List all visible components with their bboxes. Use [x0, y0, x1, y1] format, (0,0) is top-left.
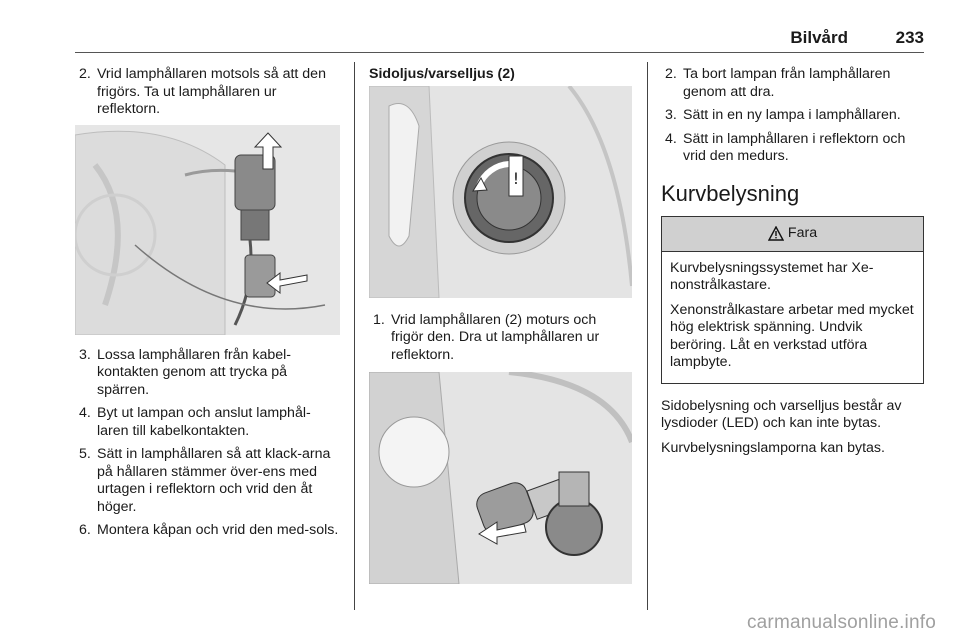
step-text: Ta bort lampan från lamphållaren genom att dra. — [683, 66, 891, 100]
step-text: Sätt in en ny lampa i lamphållaren. — [683, 107, 901, 123]
step-item — [661, 66, 924, 101]
warning-icon — [768, 226, 784, 241]
step-text: Byt ut lampan och anslut lamphål-laren till kabelkontakten. — [97, 405, 311, 439]
header-rule — [75, 52, 924, 53]
step-item — [75, 405, 340, 440]
bulb-holder-illustration — [75, 125, 340, 335]
column-1 — [75, 66, 340, 546]
body-paragraph: Kurvbelysningslamporna kan bytas. — [661, 439, 885, 456]
warning-paragraph: Xenonstrålkastare arbetar med mycket hög elektrisk spänning. Undvik beröring. Låt en verkstad utföra lampbyte. — [670, 301, 914, 370]
step-item — [75, 522, 340, 540]
column-2 — [369, 66, 632, 584]
subheading: Sidoljus/varselljus (2) — [369, 66, 515, 82]
page-header — [75, 28, 924, 50]
step-number: 2. — [79, 66, 91, 82]
svg-text:!: ! — [512, 168, 520, 188]
step-text: Vrid lamphållaren (2) moturs och frigör den. Dra ut lamphållaren ur reflektorn. — [391, 311, 600, 363]
body-paragraph: Sidobelysning och varselljus består av lysdioder (LED) och kan inte bytas. — [661, 397, 902, 431]
step-number: 1. — [373, 311, 385, 328]
warning-box — [661, 216, 924, 384]
warning-title: Fara — [787, 224, 818, 241]
step-number: 3. — [79, 346, 91, 363]
step-item — [75, 446, 340, 516]
column-divider-1 — [354, 62, 355, 610]
side-light-illustration — [369, 86, 632, 298]
column-divider-2 — [647, 62, 648, 610]
step-item — [75, 66, 340, 119]
step-number: 3. — [665, 107, 677, 123]
section-title: Bilvård — [790, 28, 848, 47]
step-item — [661, 107, 924, 125]
watermark: carmanualsonline.info — [746, 612, 936, 633]
step-item — [661, 131, 924, 166]
step-number: 4. — [79, 405, 91, 421]
section-heading: Kurvbelysning — [661, 180, 800, 206]
step-number: 6. — [79, 522, 91, 538]
step-item — [75, 347, 340, 400]
steps-list — [661, 66, 924, 166]
column-3 — [661, 66, 924, 464]
step-item — [369, 312, 632, 365]
step-text: Lossa lamphållaren från kabel-kontakten genom att trycka på spärren. — [97, 346, 292, 398]
step-text: Sätt in lamphållaren så att klack-arna på hållaren stämmer över-ens med urtagen i reflektorn och vrid den åt höger. — [97, 446, 331, 515]
page-number: 233 — [895, 28, 924, 47]
step-number: 5. — [79, 446, 91, 462]
step-number: 4. — [665, 130, 677, 147]
bulb-removal-illustration — [369, 372, 632, 584]
steps-list — [75, 347, 340, 540]
warning-paragraph: Kurvbelysningssystemet har Xe-nonstrålkastare. — [670, 259, 874, 293]
step-number: 2. — [665, 66, 677, 82]
step-text: Montera kåpan och vrid den med-sols. — [97, 522, 339, 538]
warning-header — [662, 217, 923, 252]
step-text: Vrid lamphållaren motsols så att den frigörs. Ta ut lamphållaren ur reflektorn. — [97, 66, 326, 117]
step-text: Sätt in lamphållaren i reflektorn och vrid den medurs. — [683, 130, 906, 164]
